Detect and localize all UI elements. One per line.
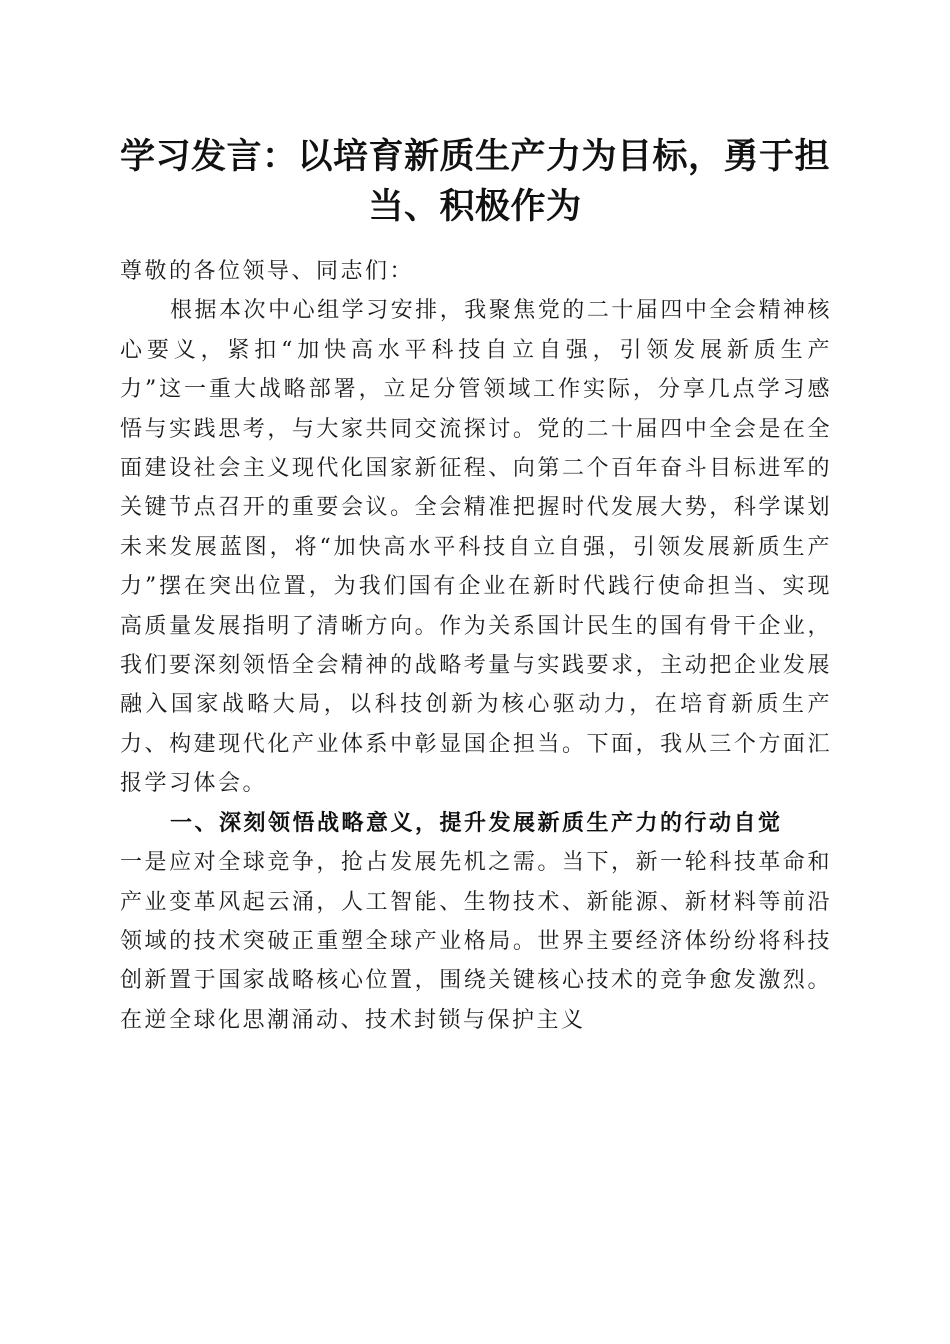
salutation: 尊敬的各位领导、同志们：	[120, 259, 415, 284]
section-heading: 一、深刻领悟战略意义，提升发展新质生产力的行动自觉	[170, 809, 783, 836]
document-title: 学习发言：以培育新质生产力为目标，勇于担当、积极作为	[119, 136, 830, 227]
intro-paragraph: 根据本次中心组学习安排，我聚焦党的二十届四中全会精神核心要义，紧扣“加快高水平科技自立自强，引领发展新质生产力”这一重大战略部署，立足分管领域工作实际，分享几点学习感悟与实践思考，与大家共同交流探讨。党的二十届四中全会是在全面建设社会主义现代化国家新征程、向第二个百年奋斗目标进军的关键节点召开的重要会议。全会精准把握时代发展大势，科学谋划未来发展蓝图，将“加快高水平科技自立自强，引领发展新质生产力”摆在突出位置，为我们国有企业在新时代践行使命担当、实现高质量发展指明了清晰方向。作为关系国计民生的国有骨干企业，我们要深刻领悟全会精神的战略考量与实践要求，主动把企业发展融入国家战略大局，以科技创新为核心驱动力，在培育新质生产力、构建现代化产业体系中彰显国企担当。下面，我从三个方面汇报学习体会。	[120, 298, 832, 797]
document-body	[120, 252, 832, 1040]
section-paragraph: 一是应对全球竞争，抢占发展先机之需。当下，新一轮科技革命和产业变革风起云涌，人工智能、生物技术、新能源、新材料等前沿领域的技术突破正重塑全球产业格局。世界主要经济体纷纷将科技创新置于国家战略核心位置，围绕关键核心技术的竞争愈发激烈。在逆全球化思潮涌动、技术封锁与保护主义	[120, 850, 832, 1033]
